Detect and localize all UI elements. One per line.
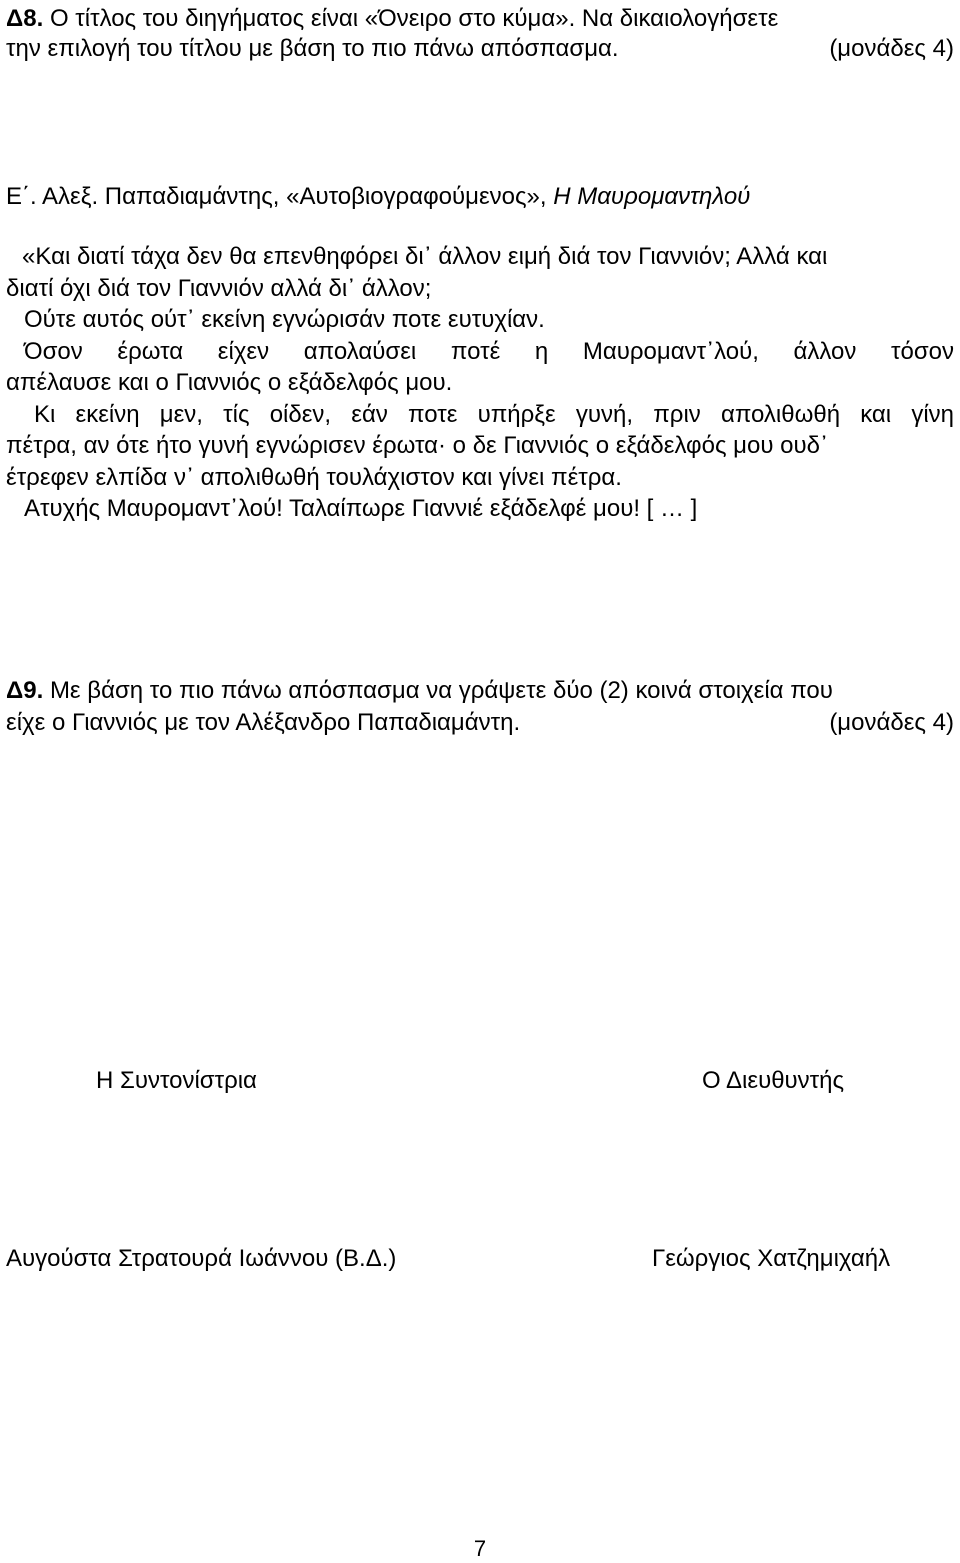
section-e-heading <box>6 182 750 212</box>
question-d8-text-2: την επιλογή του τίτλου με βάση το πιο πάνω απόσπασμα. <box>6 35 619 62</box>
question-d9-label: Δ9. <box>6 677 44 704</box>
passage-p3-line1: Όσον έρωτα είχεν απολαύσει ποτέ η Μαυρομαντ᾽λού, άλλον τόσον <box>24 338 954 365</box>
question-d9-points: (μονάδες 4) <box>829 709 954 736</box>
coordinator-name: Αυγούστα Στρατουρά Ιωάννου (Β.Δ.) <box>6 1245 397 1272</box>
passage-p3-line2: απέλαυσε και ο Γιαννιός ο εξάδελφός μου. <box>6 369 453 396</box>
question-d9-text-1: Με βάση το πιο πάνω απόσπασμα να γράψετε δύο (2) κοινά στοιχεία που <box>49 677 833 704</box>
question-d8-line1 <box>6 4 778 34</box>
section-e-work-title: Η Μαυρομαντηλού <box>553 183 751 210</box>
page-number: 7 <box>473 1536 487 1561</box>
coordinator-title: Η Συντονίστρια <box>96 1067 257 1094</box>
director-name: Γεώργιος Χατζημιχαήλ <box>652 1245 891 1272</box>
section-e-label: Ε΄. Αλεξ. Παπαδιαμάντης, «Αυτοβιογραφούμενος», <box>6 183 547 210</box>
question-d8-label: Δ8. <box>6 5 44 32</box>
director-title: Ο Διευθυντής <box>702 1067 845 1094</box>
passage-p1-line1: «Και διατί τάχα δεν θα επενθηφόρει δι᾽ άλλον ειμή διά τον Γιαννιόν; Αλλά και <box>22 243 828 270</box>
passage-p4-line2: πέτρα, αν ότε ήτο γυνή εγνώρισεν έρωτα· ο δε Γιαννιός ο εξάδελφός μου ουδ᾽ <box>6 432 828 459</box>
question-d9-line1 <box>6 676 833 706</box>
passage-p4-line3: έτρεφεν ελπίδα ν᾽ απολιθωθή τουλάχιστον και γίνει πέτρα. <box>6 464 622 491</box>
question-d8-text-1: Ο τίτλος του διηγήματος είναι «Όνειρο στο κύμα». Να δικαιολογήσετε <box>49 5 779 32</box>
question-d9-text-2: είχε ο Γιαννιός με τον Αλέξανδρο Παπαδιαμάντη. <box>6 709 521 736</box>
passage-p4-line1: Κι εκείνη μεν, τίς οίδεν, εάν ποτε υπήρξε γυνή, πριν απολιθωθή και γίνη <box>34 401 954 428</box>
passage-p5: Ατυχής Μαυρομαντ᾽λού! Ταλαίπωρε Γιαννιέ εξάδελφέ μου! [ … ] <box>24 495 698 522</box>
passage-p1-line2: διατί όχι διά τον Γιαννιόν αλλά δι᾽ άλλον; <box>6 275 432 302</box>
passage-p2: Ούτε αυτός ούτ᾽ εκείνη εγνώρισάν ποτε ευτυχίαν. <box>24 306 545 333</box>
question-d8-points: (μονάδες 4) <box>829 35 954 62</box>
